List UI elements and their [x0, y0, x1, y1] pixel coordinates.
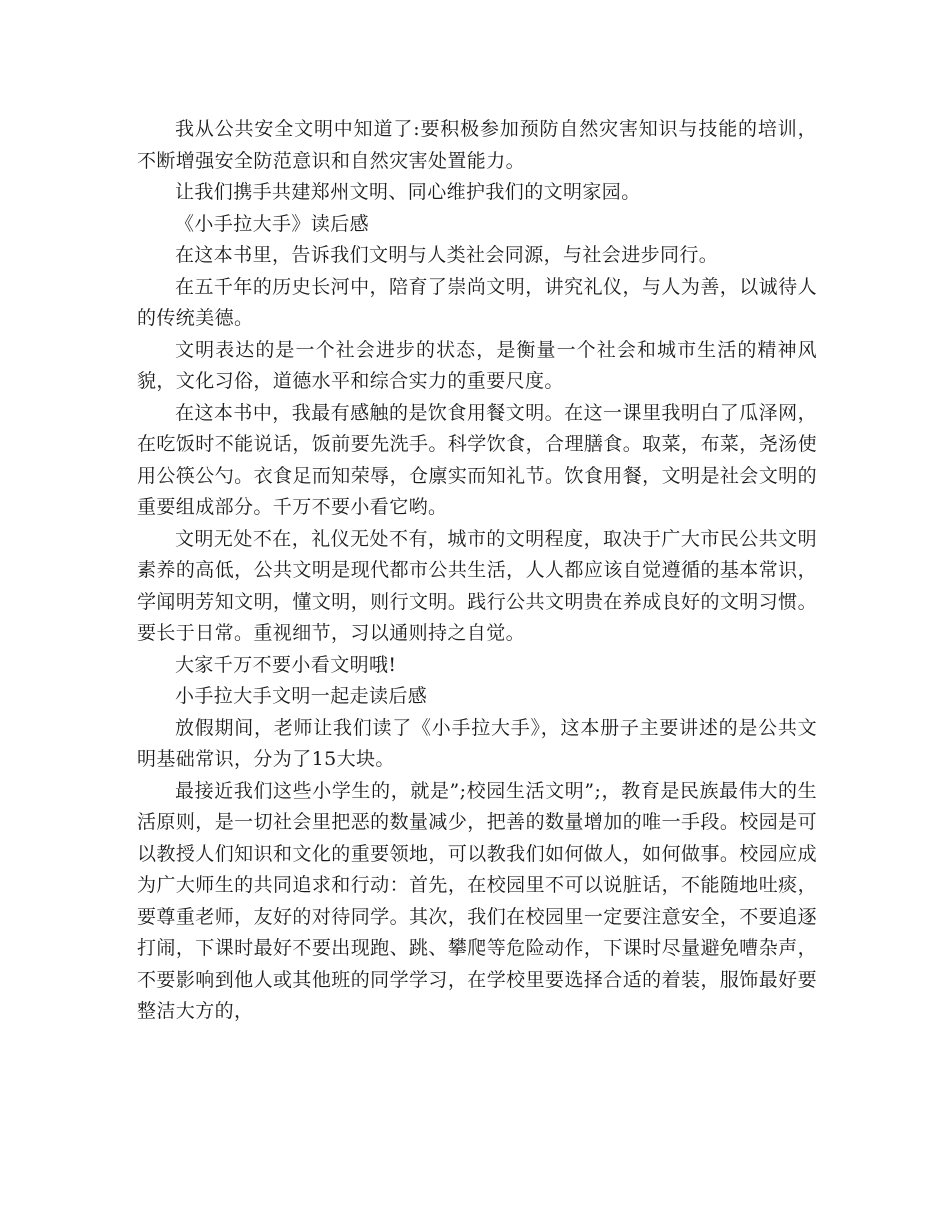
section-heading-reading-notes: 《小手拉大手》读后感	[175, 212, 370, 235]
section-heading-second-essay: 小手拉大手文明一起走读后感	[175, 685, 428, 707]
paragraph-reminder: 大家千万不要小看文明哦!	[175, 653, 397, 676]
paragraph-public-civility: 文明无处不在，礼仪无处不有，城市的文明程度，取决于广大市民公共文明素养的高低，公共文明是现代都市公共生活，人人都应该自觉遵循的基本常识，学闻明芳知文明，懂文明，则行文明。践行公共文明贵在养成良好的文明习惯。要长于日常。重视细节，习以通则持之自觉。	[137, 527, 817, 644]
paragraph-civilization-measure: 文明表达的是一个社会进步的状态，是衡量一个社会和城市生活的精神风貌，文化习俗，道德水平和综合实力的重要尺度。	[137, 338, 817, 392]
paragraph-book-intro: 在这本书里，告诉我们文明与人类社会同源，与社会进步同行。	[175, 244, 719, 266]
paragraph-civilized-home: 让我们携手共建郑州文明、同心维护我们的文明家园。	[175, 181, 641, 203]
paragraph-dining-etiquette: 在这本书中，我最有感触的是饮食用餐文明。在这一课里我明白了瓜泽网，在吃饭时不能说话，饭前要先洗手。科学饮食，合理膳食。取菜，布菜，尧汤使用公筷公勺。衣食足而知荣辱，仓廪实而知礼节。饮食用餐，文明是社会文明的重要组成部分。千万不要小看它哟。	[137, 401, 817, 518]
paragraph-vacation-reading: 放假期间，老师让我们读了《小手拉大手》，这本册子主要讲述的是公共文明基础常识，分为了15大块。	[137, 716, 817, 770]
document-body	[137, 114, 817, 1028]
paragraph-tradition: 在五千年的历史长河中，陪育了崇尚文明，讲究礼仪，与人为善，以诚待人的传统美德。	[137, 275, 817, 329]
paragraph-disaster-training: 我从公共安全文明中知道了:要积极参加预防自然灾害知识与技能的培训，不断增强安全防范意识和自然灾害处置能力。	[137, 118, 817, 172]
paragraph-campus-life: 最接近我们这些小学生的，就是”;校园生活文明”;，教育是民族最伟大的生活原则，是一切社会里把恶的数量减少，把善的数量增加的唯一手段。校园是可以教授人们知识和文化的重要领地，可以教我们如何做人，如何做事。校园应成为广大师生的共同追求和行动：首先，在校园里不可以说脏话，不能随地吐痰，要尊重老师，友好的对待同学。其次，我们在校园里一定要注意安全，不要追逐打闹，下课时最好不要出现跑、跳、攀爬等危险动作，下课时尽量避免嘈杂声，不要影响到他人或其他班的同学学习，在学校里要选择合适的着装，服饰最好要整洁大方的，	[137, 779, 817, 1022]
